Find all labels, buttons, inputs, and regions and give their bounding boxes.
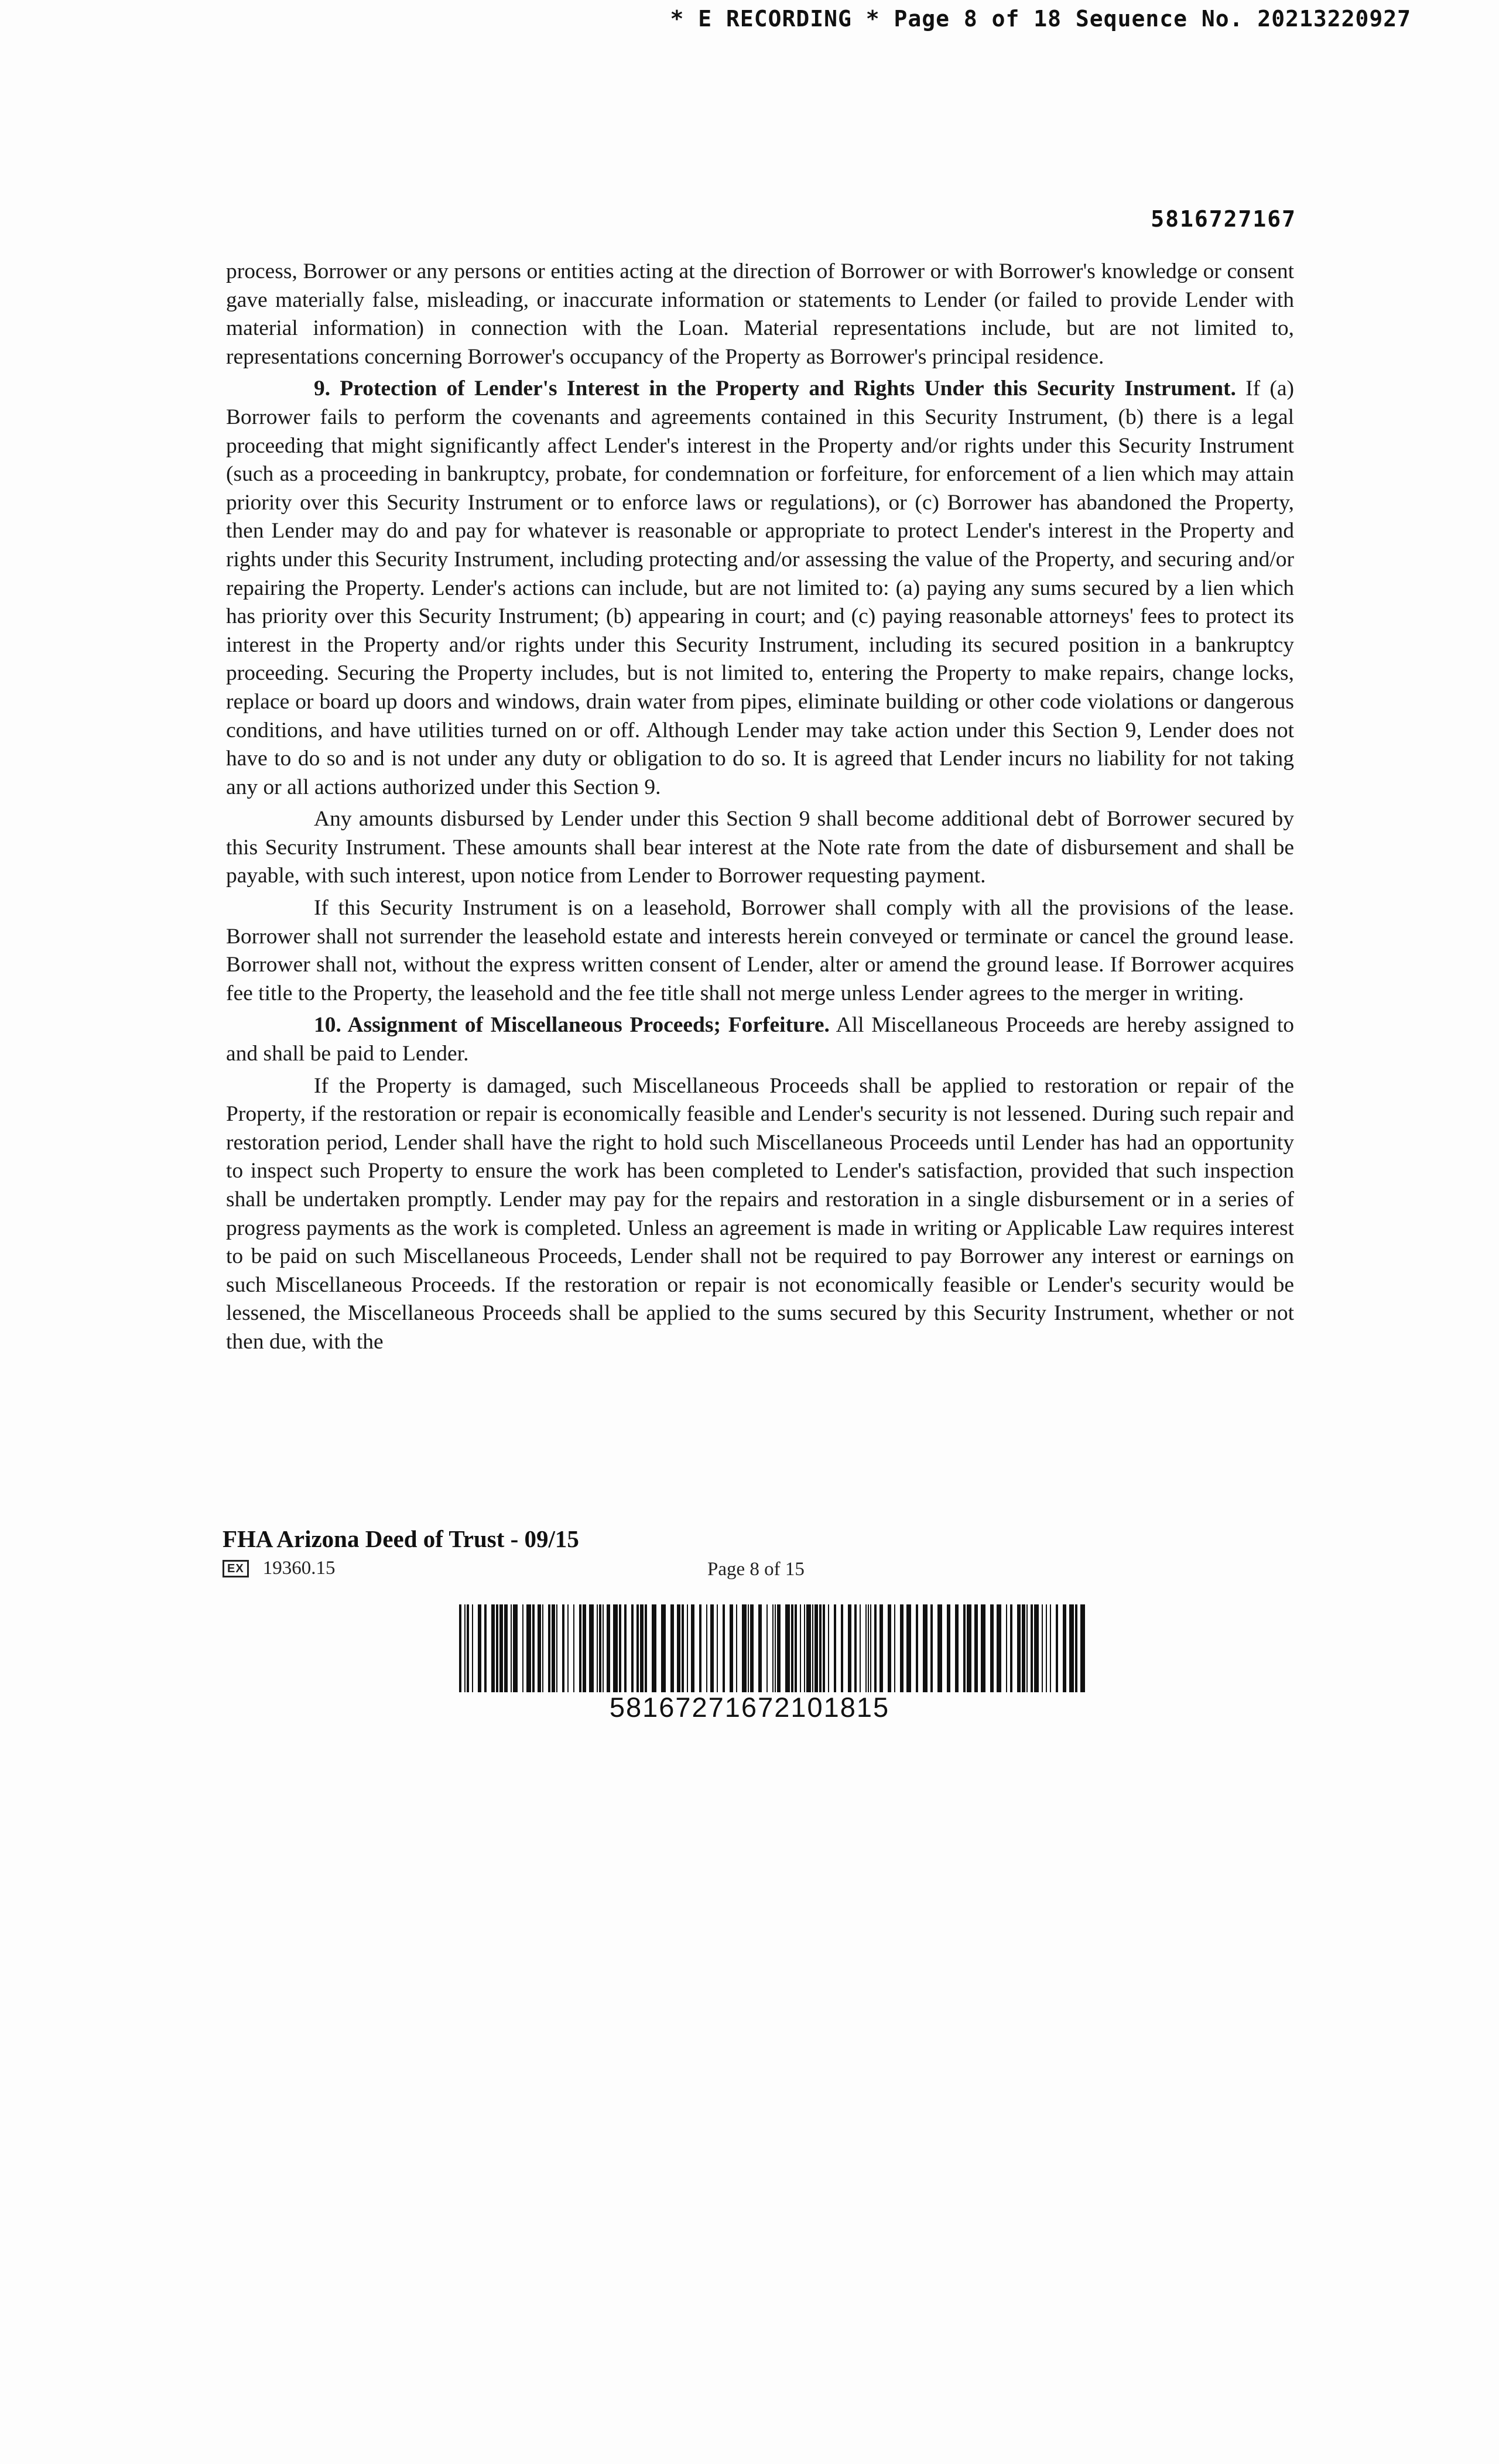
paragraph-misrepresentation: process, Borrower or any persons or entities acting at the direction of Borrower or with Borrower's knowledge or consent gave materially false, misleading, or inaccurate information or statements to Lender (or failed to provide Lender with material information) in connection with the Loan. Material representations include, but are not limited to, representations concerning Borrower's occupancy of the Property as Borrower's principal residence. bbox=[226, 259, 1294, 369]
recording-stamp: * E RECORDING * Page 8 of 18 Sequence No. 20213220927 bbox=[670, 6, 1411, 32]
loan-number: 5816727167 bbox=[1151, 206, 1296, 232]
section-9 bbox=[226, 375, 1294, 802]
barcode-image bbox=[457, 1604, 1087, 1692]
ellie-mae-form-icon: EX bbox=[223, 1560, 249, 1577]
document-body bbox=[226, 258, 1294, 1360]
form-code: 19360.15 bbox=[262, 1558, 336, 1579]
paragraph-leasehold: If this Security Instrument is on a leasehold, Borrower shall comply with all the provisions of the lease. Borrower shall not surrender the leasehold estate and interests herein conveyed or terminate or cancel the ground lease. Borrower shall not, without the express written consent of Lender, alter or amend the ground lease. If Borrower acquires fee title to the Property, the leasehold and the fee title shall not merge unless Lender agrees to the merger in writing. bbox=[226, 896, 1294, 1005]
section-10-text: All Miscellaneous Proceeds are hereby assigned to and shall be paid to Lender. bbox=[226, 1013, 1294, 1066]
section-9-heading: 9. Protection of Lender's Interest in the Property and Rights Under this Security Instrument. bbox=[314, 377, 1236, 401]
paragraph-amounts-disbursed: Any amounts disbursed by Lender under this Section 9 shall become additional debt of Borrower secured by this Security Instrument. These amounts shall bear interest at the Note rate from the date of disbursement and shall be payable, with such interest, upon notice from Lender to Borrower requesting payment. bbox=[226, 807, 1294, 888]
barcode-number: 58167271672101815 bbox=[609, 1692, 890, 1723]
paragraph-property-damaged: If the Property is damaged, such Miscellaneous Proceeds shall be applied to restoration or repair of the Property, if the restoration or repair is economically feasible and Lender's security is not lessened. During such repair and restoration period, Lender shall have the right to hold such Miscellaneous Proceeds until Lender has had an opportunity to inspect such Property to ensure the work has been completed to Lender's satisfaction, provided that such inspection shall be undertaken promptly. Lender may pay for the repairs and restoration in a single disbursement or in a series of progress payments as the work is completed. Unless an agreement is made in writing or Applicable Law requires interest to be paid on such Miscellaneous Proceeds, Lender shall not be required to pay Borrower any interest or earnings on such Miscellaneous Proceeds. If the restoration or repair is not economically feasible or Lender's security would be lessened, the Miscellaneous Proceeds shall be applied to the sums secured by this Security Instrument, whether or not then due, with the bbox=[226, 1073, 1294, 1354]
section-10-heading: 10. Assignment of Miscellaneous Proceeds; Forfeiture. bbox=[314, 1013, 830, 1038]
page-count: Page 8 of 15 bbox=[707, 1559, 805, 1580]
section-9-text: If (a) Borrower fails to perform the covenants and agreements contained in this Security Instrument, (b) there is a legal proceeding that might significantly affect Lender's interest in the Property and/or rights under this Security Instrument (such as a proceeding in bankruptcy, probate, for condemnation or forfeiture, for enforcement of a lien which may attain priority over this Security Instrument or to enforce laws or regulations), or (c) Borrower has abandoned the Property, then Lender may do and pay for whatever is reasonable or appropriate to protect Lender's interest in the Property and rights under this Security Instrument, including protecting and/or assessing the value of the Property, and securing and/or repairing the Property. Lender's actions can include, but are not limited to: (a) paying any sums secured by a lien which has priority over this Security Instrument; (b) appearing in court; and (c) paying reasonable attorneys' fees to protect its interest in the Property and/or rights under this Security Instrument, including its secured position in a bankruptcy proceeding. Securing the Property includes, but is not limited to, entering the Property to make repairs, change locks, replace or board up doors and windows, drain water from pipes, eliminate building or other code violations or dangerous conditions, and have utilities turned on or off. Although Lender may take action under this Section 9, Lender does not have to do so and is not under any duty or obligation to do so. It is agreed that Lender incurs no liability for not taking any or all actions authorized under this Section 9. bbox=[226, 377, 1295, 799]
form-meta bbox=[223, 1558, 335, 1579]
form-name: FHA Arizona Deed of Trust - 09/15 bbox=[223, 1525, 579, 1552]
section-10 bbox=[226, 1011, 1294, 1068]
